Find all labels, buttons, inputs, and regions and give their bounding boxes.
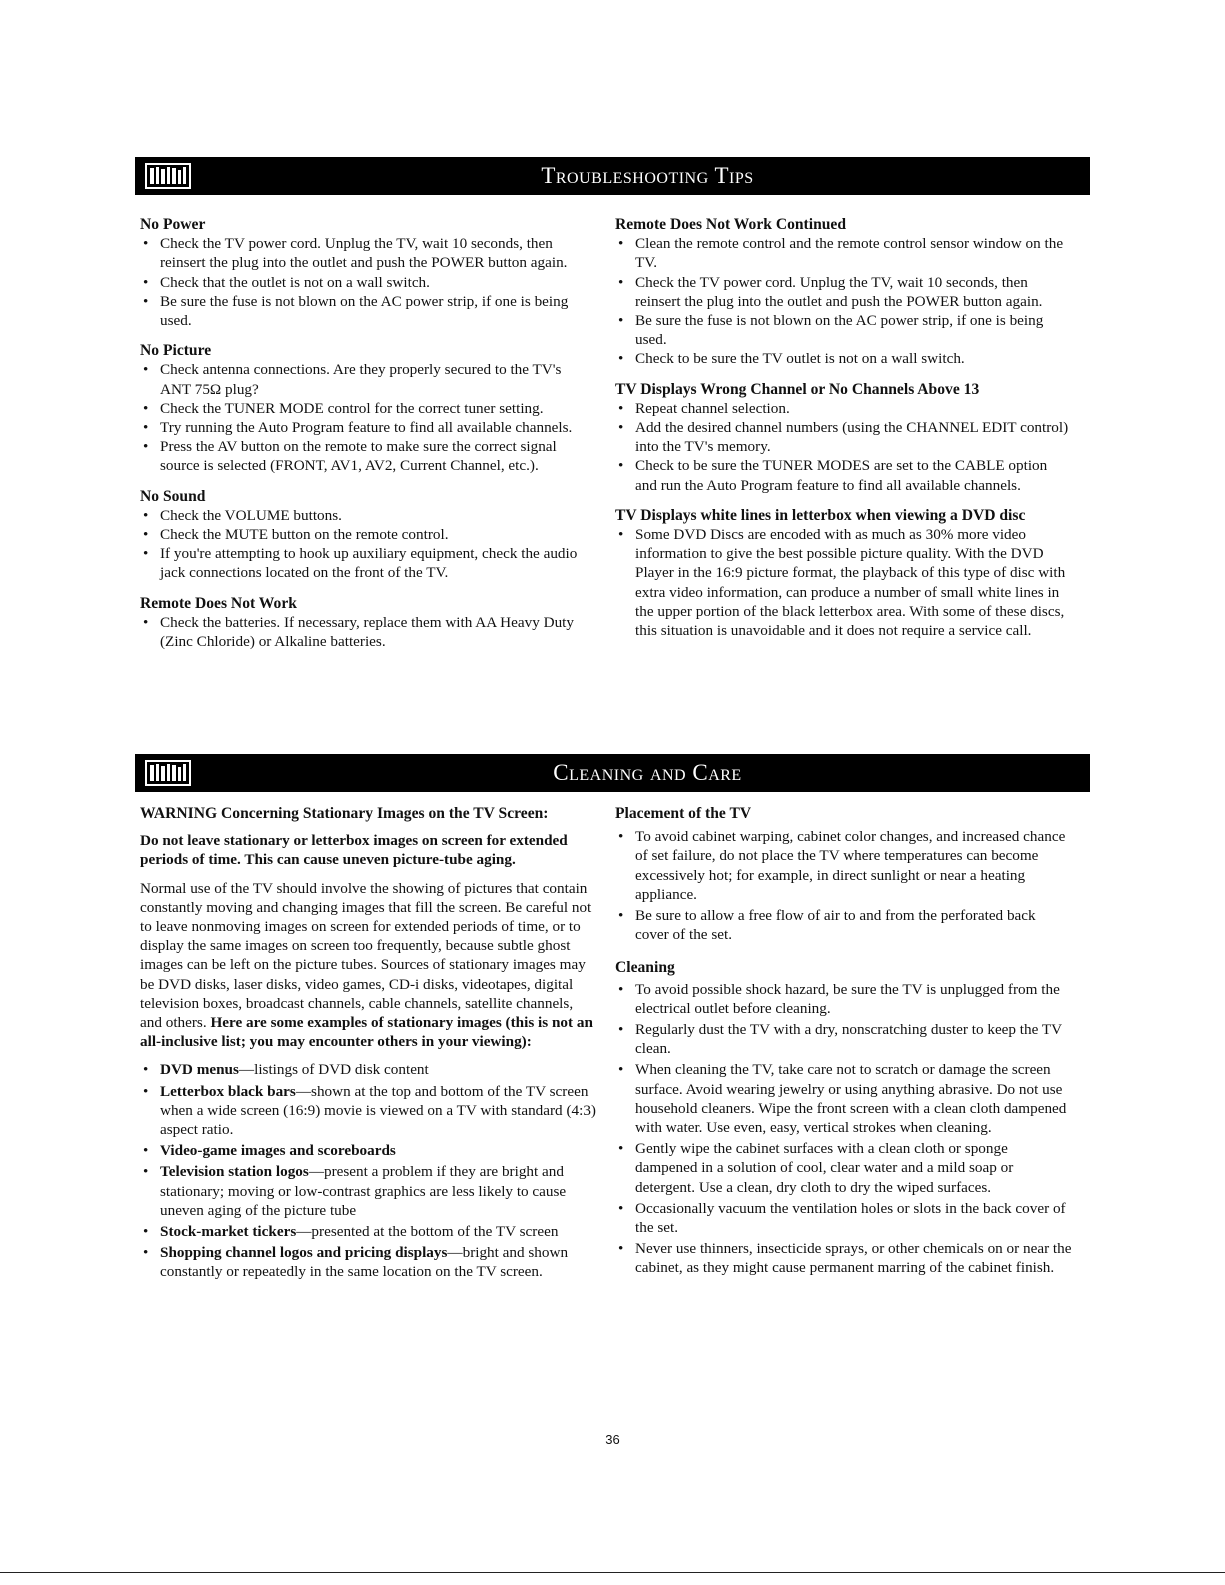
list-item: • Regularly dust the TV with a dry, nonscratching duster to keep the TV clean.	[615, 1020, 1073, 1058]
list-item: • Check that the outlet is not on a wall switch.	[140, 273, 595, 292]
list-item: • Press the AV button on the remote to make sure the correct signal source is selected (FRONT, AV1, AV2, Current Channel, etc.).	[140, 437, 595, 475]
placement-heading: Placement of the TV	[615, 805, 752, 822]
example-term: Video-game images and scoreboards	[160, 1142, 396, 1160]
stationary-examples-list	[140, 1060, 598, 1281]
placement-list	[615, 827, 1073, 944]
list-item: • Check the TV power cord. Unplug the TV, wait 10 seconds, then reinsert the plug into the outlet and push the POWER button again.	[615, 273, 1070, 311]
list-item: • Check to be sure the TUNER MODES are set to the CABLE option and run the Auto Program feature to find all available channels.	[615, 456, 1070, 494]
list-item: • Check the VOLUME buttons.	[140, 506, 595, 525]
list-item: • Be sure the fuse is not blown on the AC power strip, if one is being used.	[140, 292, 595, 330]
body-paragraph	[140, 879, 598, 1052]
troubleshooting-left-column	[140, 215, 595, 662]
example-term: Stock-market tickers	[160, 1223, 297, 1241]
white-lines-list	[615, 525, 1070, 640]
list-item: • Check the TV power cord. Unplug the TV, wait 10 seconds, then reinsert the plug into the outlet and push the POWER button again.	[140, 234, 595, 272]
no-sound-heading: No Sound	[140, 487, 206, 505]
list-item: • Check the TUNER MODE control for the correct tuner setting.	[140, 399, 595, 418]
list-item	[140, 1222, 598, 1241]
example-desc: —shown at the top and bottom of the TV screen when a wide screen (16:9) movie is viewed on a TV with standard (4:3) aspect ratio.	[160, 1082, 596, 1139]
no-picture-list	[140, 360, 595, 475]
example-desc: —present a problem if they are bright and stationary; moving or low-contrast graphics are less likely to cause uneven aging of the picture tube	[160, 1163, 567, 1219]
no-power-heading: No Power	[140, 216, 206, 233]
cleaning-heading: Cleaning	[615, 959, 675, 977]
cleaning-left-column	[140, 804, 598, 1293]
cleaning-right-column	[615, 804, 1073, 1289]
troubleshooting-banner	[135, 157, 1090, 195]
list-item: • Clean the remote control and the remote control sensor window on the TV.	[615, 234, 1070, 272]
example-desc: —listings of DVD disk content	[238, 1061, 429, 1079]
example-desc: —bright and shown constantly or repeatedly in the same location on the TV screen.	[160, 1244, 569, 1281]
list-item: • Check the batteries. If necessary, replace them with AA Heavy Duty (Zinc Chloride) or Alkaline batteries.	[140, 613, 595, 651]
list-item: • Repeat channel selection.	[615, 399, 1070, 418]
example-term: Letterbox black bars	[160, 1082, 296, 1100]
list-item: • If you're attempting to hook up auxiliary equipment, check the audio jack connections located on the front of the TV.	[140, 544, 595, 582]
body-bold-text: Here are some examples of stationary images (this is not an all-inclusive list; you may encounter others in your viewing):	[140, 1014, 593, 1051]
warning-heading: WARNING Concerning Stationary Images on the TV Screen:	[140, 805, 549, 822]
list-item: • Never use thinners, insecticide sprays, or other chemicals on or near the cabinet, as they might cause permanent marring of the cabinet finish.	[615, 1239, 1073, 1277]
example-term: Television station logos	[160, 1163, 309, 1181]
list-item: • Check antenna connections. Are they properly secured to the TV's ANT 75Ω plug?	[140, 360, 595, 398]
list-item: • Check the MUTE button on the remote control.	[140, 525, 595, 544]
example-term: Shopping channel logos and pricing displays	[160, 1244, 448, 1262]
list-item: • Be sure the fuse is not blown on the AC power strip, if one is being used.	[615, 311, 1070, 349]
list-item: • Gently wipe the cabinet surfaces with a clean cloth or sponge dampened in a solution of cool, clear water and a mild soap or detergent. Use a clean, dry cloth to dry the wiped surfaces.	[615, 1139, 1073, 1197]
cleaning-title: Cleaning and Care	[553, 760, 742, 785]
example-desc: —presented at the bottom of the TV screen	[296, 1223, 559, 1241]
cleaning-list	[615, 980, 1073, 1278]
cleaning-banner	[135, 754, 1090, 792]
list-item: • Occasionally vacuum the ventilation holes or slots in the back cover of the set.	[615, 1199, 1073, 1237]
list-item	[140, 1243, 598, 1281]
no-picture-heading: No Picture	[140, 342, 212, 360]
list-item: • Try running the Auto Program feature to find all available channels.	[140, 418, 595, 437]
remote-continued-list	[615, 234, 1070, 368]
list-item: • Be sure to allow a free flow of air to and from the perforated back cover of the set.	[615, 906, 1073, 944]
no-sound-list	[140, 506, 595, 583]
remote-heading: Remote Does Not Work	[140, 594, 297, 612]
list-item: • Some DVD Discs are encoded with as much as 30% more video information to give the best possible picture quality. With the DVD Player in the 16:9 picture format, the playback of this type of disc with extra video information, can produce a number of small white lines in the upper portion of the black letterbox area. With some of these discs, this situation is unavoidable and it does not require a service call.	[615, 525, 1070, 640]
list-item: • To avoid cabinet warping, cabinet color changes, and increased chance of set failure, do not place the TV where temperatures can become excessively hot; for example, in direct sunlight or near a heating appliance.	[615, 827, 1073, 904]
troubleshooting-right-column	[615, 215, 1070, 651]
wrong-channel-heading: TV Displays Wrong Channel or No Channels Above 13	[615, 380, 980, 398]
wrong-channel-list	[615, 399, 1070, 495]
warning-bold-text: Do not leave stationary or letterbox images on screen for extended periods of time. This can cause uneven picture-tube aging.	[140, 832, 568, 869]
troubleshooting-title: Troubleshooting Tips	[541, 163, 754, 188]
no-power-list	[140, 234, 595, 330]
list-item	[140, 1060, 598, 1079]
bottom-rule	[0, 1572, 1225, 1573]
list-item: • Add the desired channel numbers (using the CHANNEL EDIT control) into the TV's memory.	[615, 418, 1070, 456]
list-item	[140, 1141, 598, 1160]
list-item: • When cleaning the TV, take care not to scratch or damage the screen surface. Avoid wearing jewelry or using anything abrasive. Do not use household cleaners. Wipe the front screen with a clean cloth dampened with water. Use even, easy, vertical strokes when cleaning.	[615, 1060, 1073, 1137]
list-item: • To avoid possible shock hazard, be sure the TV is unplugged from the electrical outlet before cleaning.	[615, 980, 1073, 1018]
list-item	[140, 1082, 598, 1140]
remote-continued-heading: Remote Does Not Work Continued	[615, 216, 847, 233]
example-term: DVD menus	[160, 1061, 239, 1079]
body-text: Normal use of the TV should involve the showing of pictures that contain constantly moving and changing images that fill the screen. Be careful not to leave nonmoving images on screen for extended periods of time, or to display the same images on screen too frequently, because subtle ghost images can be left on the picture tubes. Sources of stationary images may be DVD disks, laser disks, video games, CD-i disks, videotapes, digital television boxes, broadcast channels, cable channels, satellite channels, and others.	[140, 879, 592, 1032]
list-item	[140, 1162, 598, 1220]
page-number: 36	[605, 1432, 620, 1447]
list-item: • Check to be sure the TV outlet is not on a wall switch.	[615, 349, 1070, 368]
remote-list	[140, 613, 595, 651]
white-lines-heading: TV Displays white lines in letterbox when viewing a DVD disc	[615, 506, 1026, 524]
